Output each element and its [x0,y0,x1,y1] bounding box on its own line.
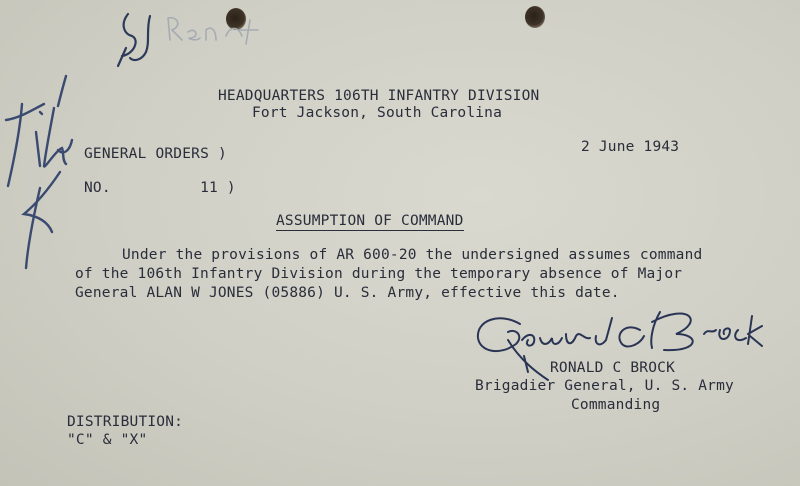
general-orders-label: GENERAL ORDERS ) [84,146,227,162]
order-number: NO. 11 ) [84,180,236,196]
header-line-2: Fort Jackson, South Carolina [252,105,503,121]
distribution-label: DISTRIBUTION: [67,414,184,430]
order-date: 2 June 1943 [581,139,680,155]
document-title: ASSUMPTION OF COMMAND [276,213,464,229]
top-initials-handwriting [118,14,150,66]
distribution-value: "C" & "X" [67,432,148,448]
body-line-2: of the 106th Infantry Division during the temporary absence of Major [75,266,683,282]
margin-note-handwriting [6,76,72,268]
body-line-3: General ALAN W JONES (05886) U. S. Army, effective this date. [75,285,620,301]
signatory-name: RONALD C BROCK [550,360,676,376]
body-line-1: Under the provisions of AR 600-20 the undersigned assumes command [122,247,703,263]
signatory-rank: Brigadier General, U. S. Army [475,378,734,394]
header-line-1: HEADQUARTERS 106TH INFANTRY DIVISION [218,88,540,104]
signatory-role: Commanding [571,397,661,413]
top-faint-pencil [168,18,258,44]
